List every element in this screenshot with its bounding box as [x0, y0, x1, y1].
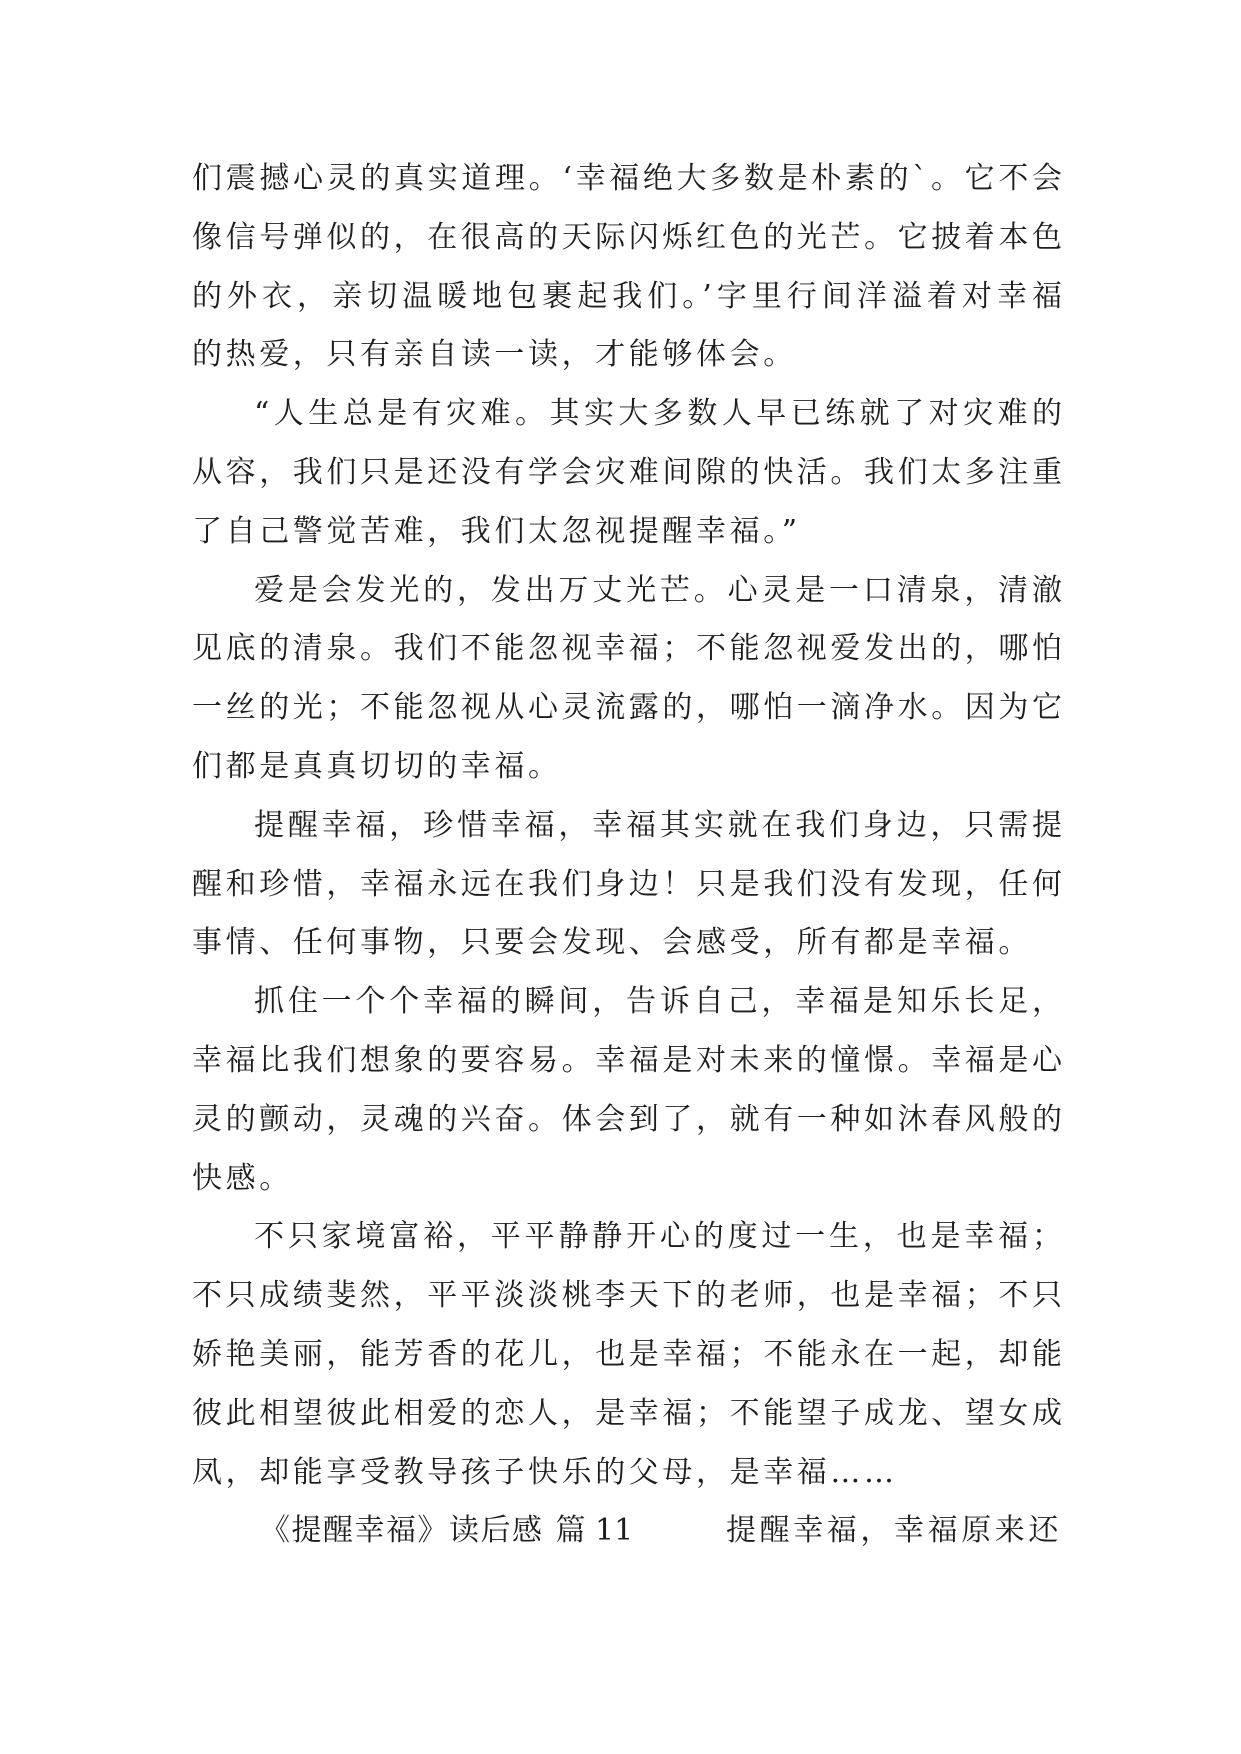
text-line: 灵的颤动，灵魂的兴奋。体会到了，就有一种如沐春风般的 [192, 1101, 1062, 1137]
paragraph [192, 150, 1062, 385]
text-line: 不只成绩斐然，平平淡淡桃李天下的老师，也是幸福；不只 [192, 1278, 1062, 1314]
article-heading [260, 1502, 633, 1561]
paragraph [192, 973, 1062, 1208]
section-number: 篇 11 [555, 1513, 634, 1549]
text-line: 从容，我们只是还没有学会灾难间隙的快活。我们太多注重 [192, 454, 1062, 490]
text-line: 凤，却能享受教导孩子快乐的父母，是幸福…… [192, 1454, 898, 1490]
paragraph [192, 797, 1062, 973]
text-line: 爱是会发光的，发出万丈光芒。心灵是一口清泉，清澈 [254, 572, 1062, 608]
text-line: 幸福比我们想象的要容易。幸福是对未来的憧憬。幸福是心 [192, 1042, 1062, 1078]
text-line: 们震撼心灵的真实道理。‘幸福绝大多数是朴素的`。它不会 [192, 161, 1062, 196]
text-line: 了自己警觉苦难，我们太忽视提醒幸福。” [192, 513, 801, 549]
text-line: 不只家境富裕，平平静静开心的度过一生，也是幸福； [254, 1219, 1062, 1255]
text-line: 事情、任何事物，只要会发现、会感受，所有都是幸福。 [192, 925, 1032, 961]
article-heading-line [192, 1502, 1062, 1561]
text-line: 提醒幸福，幸福原来还 [726, 1513, 1062, 1549]
article-title: 《提醒幸福》读后感 [260, 1513, 544, 1549]
text-line: 们都是真真切切的幸福。 [192, 748, 562, 784]
text-line: 的外衣，亲切温暖地包裹起我们。’字里行间洋溢着对幸福 [192, 278, 1062, 314]
text-line: 的热爱，只有亲自读一读，才能够体会。 [192, 337, 797, 373]
text-line: 娇艳美丽，能芳香的花儿，也是幸福；不能永在一起，却能 [192, 1336, 1062, 1372]
paragraph [192, 385, 1062, 561]
text-line: 快感。 [192, 1160, 293, 1196]
document-body [192, 150, 1062, 1561]
paragraph [192, 562, 1062, 797]
text-line: 彼此相望彼此相爱的恋人，是幸福；不能望子成龙、望女成 [192, 1395, 1062, 1431]
paragraph [192, 1208, 1062, 1502]
text-line: 抓住一个个幸福的瞬间，告诉自己，幸福是知乐长足， [254, 984, 1062, 1020]
text-line: 一丝的光；不能忽视从心灵流露的，哪怕一滴净水。因为它 [192, 690, 1062, 726]
text-line: 提醒幸福，珍惜幸福，幸福其实就在我们身边，只需提 [254, 807, 1062, 843]
text-line: “人生总是有灾难。其实大多数人早已练就了对灾难的 [254, 396, 1062, 432]
text-line: 见底的清泉。我们不能忽视幸福；不能忽视爱发出的，哪怕 [192, 631, 1062, 667]
text-line: 像信号弹似的，在很高的天际闪烁红色的光芒。它披着本色 [192, 219, 1062, 255]
text-line: 醒和珍惜，幸福永远在我们身边！只是我们没有发现，任何 [192, 866, 1062, 902]
